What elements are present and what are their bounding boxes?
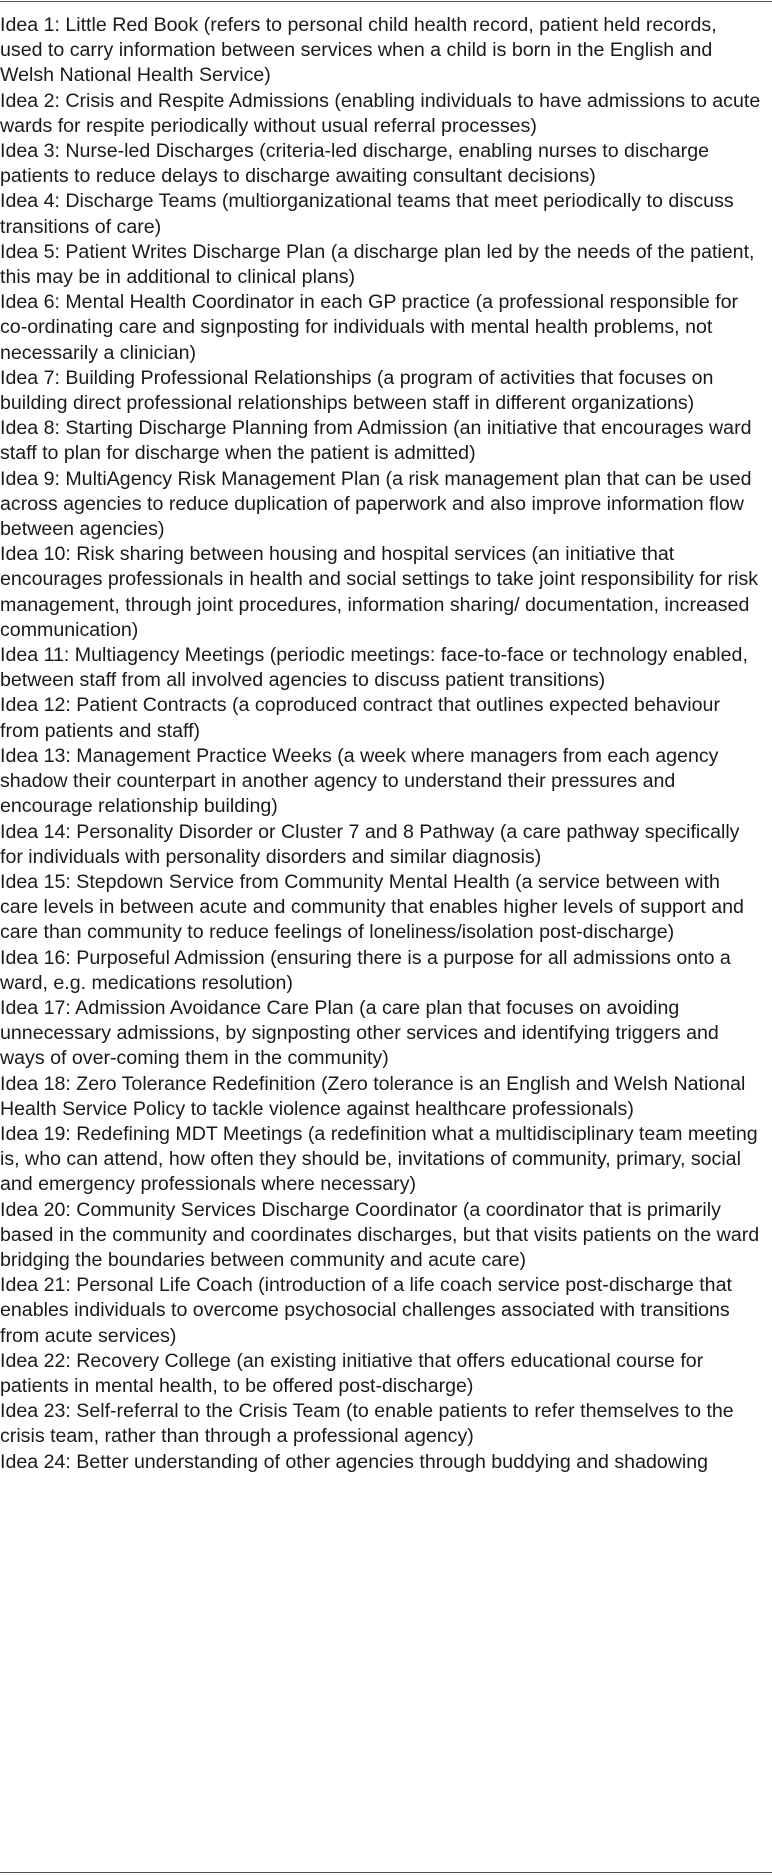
idea-item-21: Idea 21: Personal Life Coach (introduction of a life coach service post-discharge that enables individuals to overcome psychosocial challenges associated with transitions from acute services) bbox=[0, 1274, 732, 1347]
idea-item-4: Idea 4: Discharge Teams (multiorganizational teams that meet periodically to discuss transitions of care) bbox=[0, 190, 734, 238]
idea-item-15: Idea 15: Stepdown Service from Community Mental Health (a service between with care levels in between acute and community that enables higher levels of support and care than community to reduce feelings of loneliness/isolation post-discharge) bbox=[0, 870, 744, 944]
idea-item-19: Idea 19: Redefining MDT Meetings (a redefinition what a multidisciplinary team meeting is, who can attend, how often they should be, invitations of community, primary, social and emergency professionals where necessary) bbox=[0, 1122, 758, 1196]
bottom-rule bbox=[0, 1872, 772, 1873]
ideas-list bbox=[0, 13, 762, 1475]
idea-item-11: Idea 11: Multiagency Meetings (periodic meetings: face-to-face or technology enabled, between staff from all involved agencies to discuss patient transitions) bbox=[0, 644, 748, 692]
idea-item-24: Idea 24: Better understanding of other agencies through buddying and shadowing bbox=[0, 1450, 709, 1473]
idea-item-7: Idea 7: Building Professional Relationships (a program of activities that focuses on building direct professional relationships between staff in different organizations) bbox=[0, 366, 714, 415]
idea-item-20: Idea 20: Community Services Discharge Coordinator (a coordinator that is primarily based in the community and coordinates discharges, but that visits patients on the ward bridging the boundaries between community and acute care) bbox=[0, 1198, 760, 1271]
idea-item-14: Idea 14: Personality Disorder or Cluster 7 and 8 Pathway (a care pathway specifically for individuals with personality disorders and similar diagnosis) bbox=[0, 820, 740, 868]
idea-item-23: Idea 23: Self-referral to the Crisis Team (to enable patients to refer themselves to the crisis team, rather than through a professional agency) bbox=[0, 1400, 734, 1448]
idea-item-6: Idea 6: Mental Health Coordinator in each GP practice (a professional responsible for co-ordinating care and signposting for individuals with mental health problems, not necessarily a clinician) bbox=[0, 291, 739, 364]
idea-item-10: Idea 10: Risk sharing between housing and hospital services (an initiative that encourages professionals in health and social settings to take joint responsibility for risk management, through joint procedures, information sharing/ documentation, increased communication) bbox=[0, 543, 759, 641]
idea-item-16: Idea 16: Purposeful Admission (ensuring there is a purpose for all admissions onto a ward, e.g. medications resolution) bbox=[0, 946, 731, 994]
top-rule bbox=[0, 1, 772, 2]
idea-item-22: Idea 22: Recovery College (an existing initiative that offers educational course for patients in mental health, to be offered post-discharge) bbox=[0, 1349, 704, 1397]
idea-item-12: Idea 12: Patient Contracts (a coproduced contract that outlines expected behaviour from patients and staff) bbox=[0, 694, 720, 742]
idea-item-8: Idea 8: Starting Discharge Planning from Admission (an initiative that encourages ward staff to plan for discharge when the patient is admitted) bbox=[0, 417, 752, 465]
idea-item-1: Idea 1: Little Red Book (refers to personal child health record, patient held records, used to carry information between services when a child is born in the English and Welsh National Health Service) bbox=[0, 14, 717, 87]
idea-item-17: Idea 17: Admission Avoidance Care Plan (a care plan that focuses on avoiding unnecessary admissions, by signposting other services and identifying triggers and ways of over-coming them in the community) bbox=[0, 996, 719, 1070]
idea-item-3: Idea 3: Nurse-led Discharges (criteria-led discharge, enabling nurses to discharge patients to reduce delays to discharge awaiting consultant decisions) bbox=[0, 140, 710, 188]
idea-item-18: Idea 18: Zero Tolerance Redefinition (Zero tolerance is an English and Welsh National Health Service Policy to tackle violence against healthcare professionals) bbox=[0, 1072, 746, 1120]
idea-item-9: Idea 9: MultiAgency Risk Management Plan (a risk management plan that can be used across agencies to reduce duplication of paperwork and also improve information flow between agencies) bbox=[0, 467, 752, 541]
idea-item-5: Idea 5: Patient Writes Discharge Plan (a discharge plan led by the needs of the patient, this may be in additional to clinical plans) bbox=[0, 240, 755, 289]
idea-item-13: Idea 13: Management Practice Weeks (a week where managers from each agency shadow their counterpart in another agency to understand their pressures and encourage relationship building) bbox=[0, 744, 719, 818]
idea-item-2: Idea 2: Crisis and Respite Admissions (enabling individuals to have admissions to acute wards for respite periodically without usual referral processes) bbox=[0, 89, 761, 137]
